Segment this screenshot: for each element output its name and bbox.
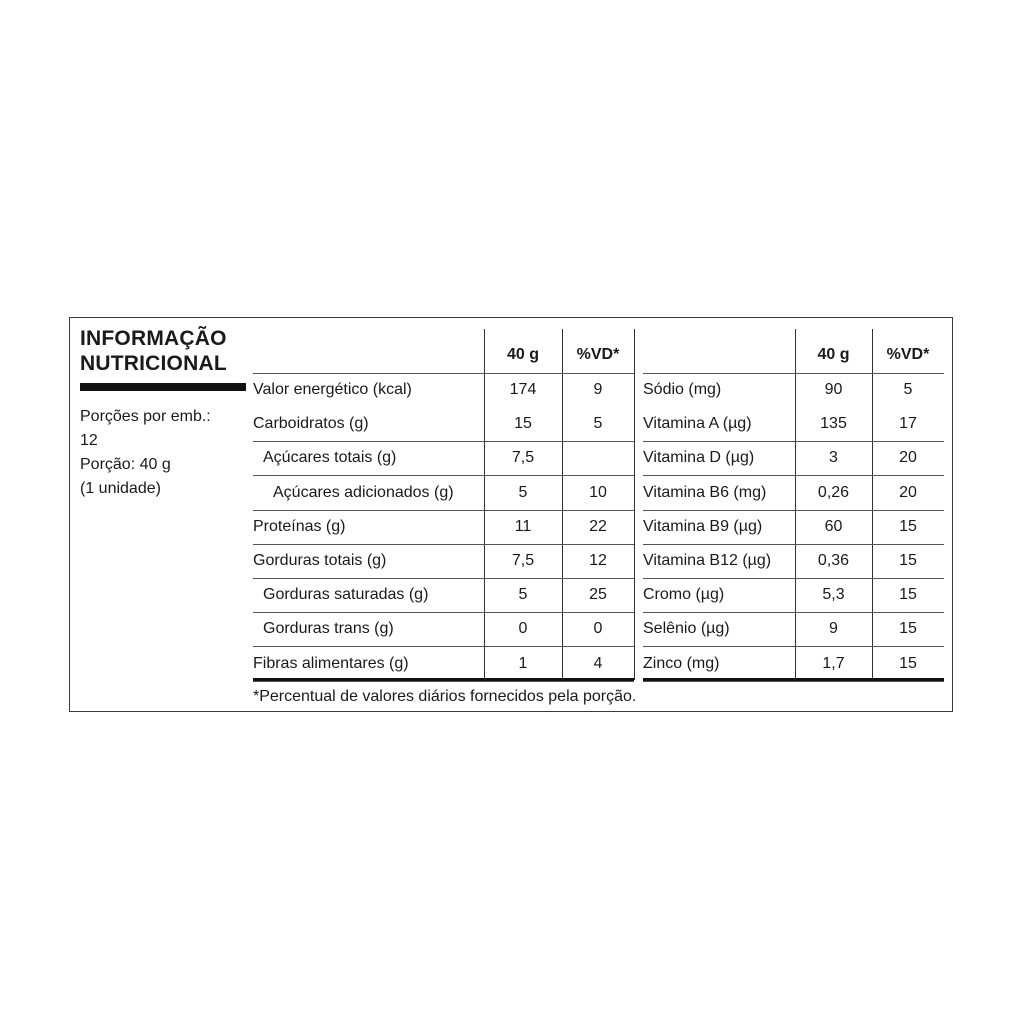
title-divider <box>80 383 246 391</box>
title-line-2: NUTRICIONAL <box>80 352 227 375</box>
row-divider <box>253 681 634 682</box>
nutrient-name: Vitamina A (µg) <box>643 415 752 432</box>
header-dv: %VD* <box>886 346 930 363</box>
nutrient-dv: 15 <box>899 518 917 535</box>
nutrient-amount: 5,3 <box>822 586 845 603</box>
nutrient-amount: 135 <box>820 415 847 432</box>
nutrient-dv: 9 <box>593 381 603 398</box>
nutrient-name: Gorduras totais (g) <box>253 552 387 569</box>
nutrient-dv: 25 <box>589 586 607 603</box>
nutrient-dv: 17 <box>899 415 917 432</box>
nutrient-amount: 3 <box>829 449 838 466</box>
footnote: *Percentual de valores diários fornecidos pela porção. <box>253 688 637 705</box>
column-divider <box>634 329 635 680</box>
nutrient-amount: 7,5 <box>511 449 535 466</box>
nutrient-dv: 15 <box>899 552 917 569</box>
nutrient-dv: 20 <box>899 449 917 466</box>
nutrient-amount: 15 <box>514 415 532 432</box>
header-amount: 40 g <box>506 346 539 363</box>
nutrient-name: Vitamina B12 (µg) <box>643 552 772 569</box>
title-line-1: INFORMAÇÃO <box>80 327 227 350</box>
nutrient-name: Selênio (µg) <box>643 620 730 637</box>
nutrient-amount: 1 <box>518 655 528 672</box>
nutrient-name: Sódio (mg) <box>643 381 722 398</box>
nutrient-dv: 4 <box>593 655 603 672</box>
label-title <box>80 326 227 376</box>
nutrient-dv <box>562 441 634 475</box>
nutrient-dv: 10 <box>589 484 607 501</box>
header-amount: 40 g <box>817 346 850 363</box>
nutrient-dv: 15 <box>899 655 917 672</box>
nutrient-amount: 174 <box>509 381 537 398</box>
nutrient-amount: 60 <box>824 518 843 535</box>
serving-unit: (1 unidade) <box>80 480 161 497</box>
nutrient-name: Vitamina D (µg) <box>643 449 755 466</box>
nutrient-name: Carboidratos (g) <box>253 415 369 432</box>
nutrient-amount: 7,5 <box>511 552 535 569</box>
nutrient-dv: 5 <box>903 381 913 398</box>
nutrient-amount: 0,26 <box>817 484 850 501</box>
nutrient-amount: 0,36 <box>817 552 850 569</box>
nutrient-amount: 9 <box>829 620 838 637</box>
nutrient-dv: 15 <box>899 620 917 637</box>
nutrient-amount: 0 <box>518 620 528 637</box>
servings-per-package-label: Porções por emb.: <box>80 408 211 425</box>
nutrient-name: Vitamina B9 (µg) <box>643 518 763 535</box>
nutrient-name: Gorduras trans (g) <box>263 620 394 637</box>
nutrient-name: Açúcares totais (g) <box>263 449 397 466</box>
nutrient-amount: 11 <box>514 518 532 535</box>
header-dv: %VD* <box>576 346 620 363</box>
servings-per-package-value: 12 <box>80 432 98 449</box>
nutrient-dv: 12 <box>589 552 607 569</box>
nutrient-dv: 22 <box>589 518 607 535</box>
nutrient-name: Proteínas (g) <box>253 518 346 535</box>
nutrient-dv: 15 <box>899 586 917 603</box>
serving-size: Porção: 40 g <box>80 456 171 473</box>
nutrient-name: Vitamina B6 (mg) <box>643 484 767 501</box>
nutrient-dv: 5 <box>593 415 603 432</box>
nutrient-name: Fibras alimentares (g) <box>253 655 409 672</box>
nutrient-name: Açúcares adicionados (g) <box>273 484 454 501</box>
nutrient-amount: 90 <box>824 381 843 398</box>
nutrient-name: Valor energético (kcal) <box>253 381 412 398</box>
nutrient-name: Cromo (µg) <box>643 586 725 603</box>
nutrient-dv: 20 <box>899 484 917 501</box>
nutrient-amount: 5 <box>518 586 528 603</box>
nutrient-amount: 1,7 <box>822 655 845 672</box>
nutrient-amount: 5 <box>518 484 528 501</box>
row-divider <box>643 681 944 682</box>
nutrient-name: Gorduras saturadas (g) <box>263 586 429 603</box>
nutrient-dv: 0 <box>593 620 603 637</box>
nutrient-name: Zinco (mg) <box>643 655 720 672</box>
